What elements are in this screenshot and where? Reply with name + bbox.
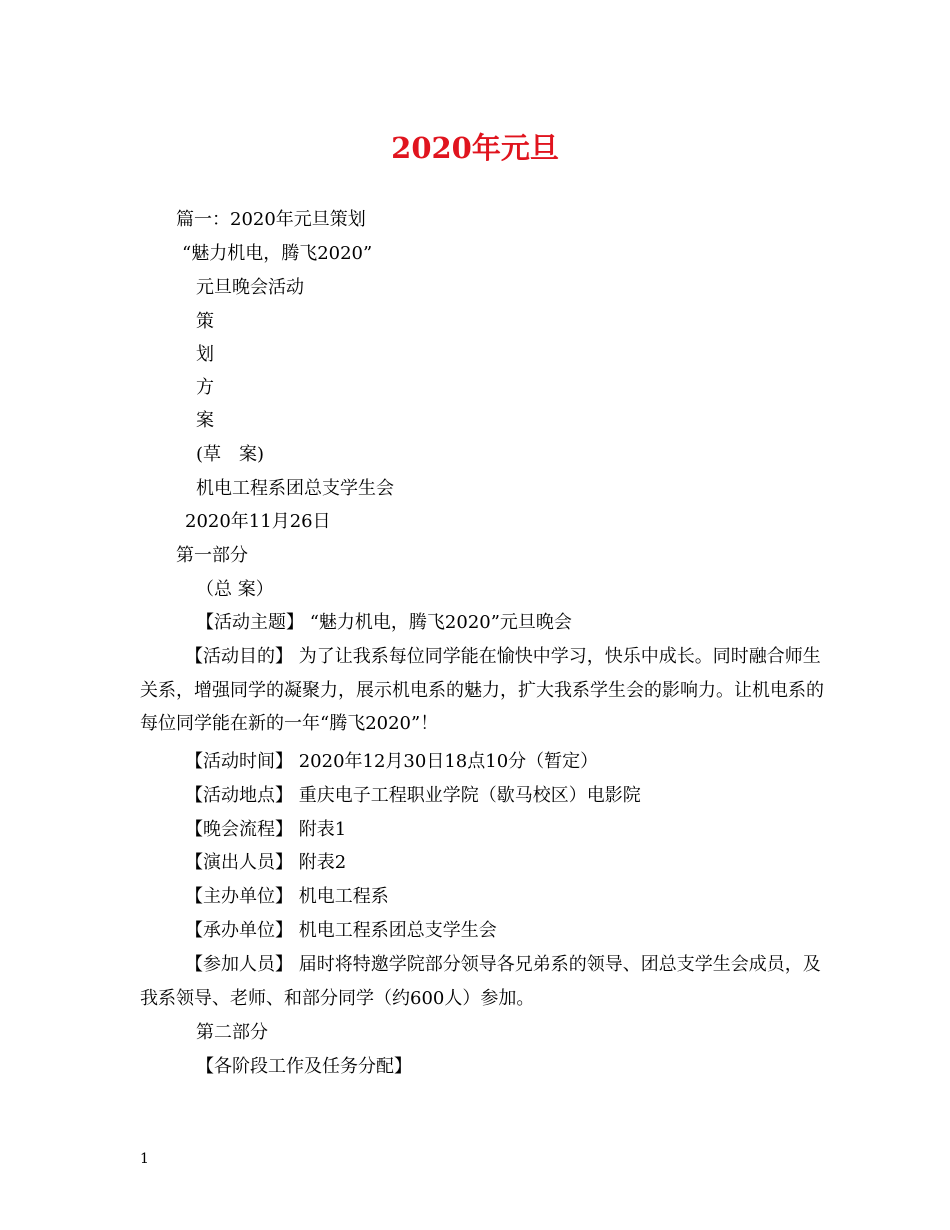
field-participants-value: 届时将特邀学院部分领导各兄弟系的领导、团总支学生会成员，及我系领导、老师、和部分同学（约600人）参加。 xyxy=(140,954,821,1009)
field-participants xyxy=(140,948,835,1015)
field-place-label: 【活动地点】 xyxy=(185,785,293,806)
field-participants-label: 【参加人员】 xyxy=(185,954,293,975)
document-date: 2020年11月26日 xyxy=(185,511,331,532)
organization-name: 机电工程系团总支学生会 xyxy=(196,478,394,499)
field-theme-value: “魅力机电，腾飞2020”元旦晚会 xyxy=(304,612,572,633)
field-place xyxy=(185,785,641,807)
section-heading-1: 篇一：2020年元旦策划 xyxy=(176,209,366,230)
general-plan-heading: （总 案） xyxy=(196,579,274,600)
field-time-label: 【活动时间】 xyxy=(185,751,293,772)
field-organizer-label: 【承办单位】 xyxy=(185,920,293,941)
vertical-char-3: 方 xyxy=(196,377,214,398)
field-purpose-value: 为了让我系每位同学能在愉快中学习，快乐中成长。同时融合师生关系，增强同学的凝聚力，展示机电系的魅力，扩大我系学生会的影响力。让机电系的每位同学能在新的一年“腾飞2020”！ xyxy=(140,646,824,734)
event-slogan: “魅力机电，腾飞2020” xyxy=(182,243,373,264)
part-two-heading: 第二部分 xyxy=(196,1022,268,1043)
field-host-label: 【主办单位】 xyxy=(185,886,293,907)
field-host-value: 机电工程系 xyxy=(293,886,389,907)
field-performers xyxy=(185,852,346,874)
field-purpose-label: 【活动目的】 xyxy=(185,646,293,667)
field-purpose xyxy=(140,640,830,741)
event-name: 元旦晚会活动 xyxy=(196,277,304,298)
field-flow-label: 【晚会流程】 xyxy=(185,819,293,840)
field-organizer-value: 机电工程系团总支学生会 xyxy=(293,920,497,941)
field-theme-label: 【活动主题】 xyxy=(196,612,304,633)
field-flow xyxy=(185,819,346,841)
field-place-value: 重庆电子工程职业学院（歇马校区）电影院 xyxy=(293,785,641,806)
vertical-char-4: 案 xyxy=(196,410,214,431)
draft-note: (草 案) xyxy=(196,444,265,465)
field-time xyxy=(185,751,598,773)
field-performers-label: 【演出人员】 xyxy=(185,852,293,873)
document-title: 2020年元旦 xyxy=(391,131,559,165)
field-flow-value: 附表1 xyxy=(293,819,347,840)
part-one-heading: 第一部分 xyxy=(176,545,248,566)
field-host xyxy=(185,886,389,908)
page-number: 1 xyxy=(140,1151,149,1167)
field-time-value: 2020年12月30日18点10分（暂定） xyxy=(293,751,599,772)
task-assignment-heading: 【各阶段工作及任务分配】 xyxy=(196,1056,412,1077)
field-theme xyxy=(196,612,572,634)
vertical-char-2: 划 xyxy=(196,344,214,365)
vertical-char-1: 策 xyxy=(196,311,214,332)
field-organizer xyxy=(185,920,497,942)
field-performers-value: 附表2 xyxy=(293,852,347,873)
